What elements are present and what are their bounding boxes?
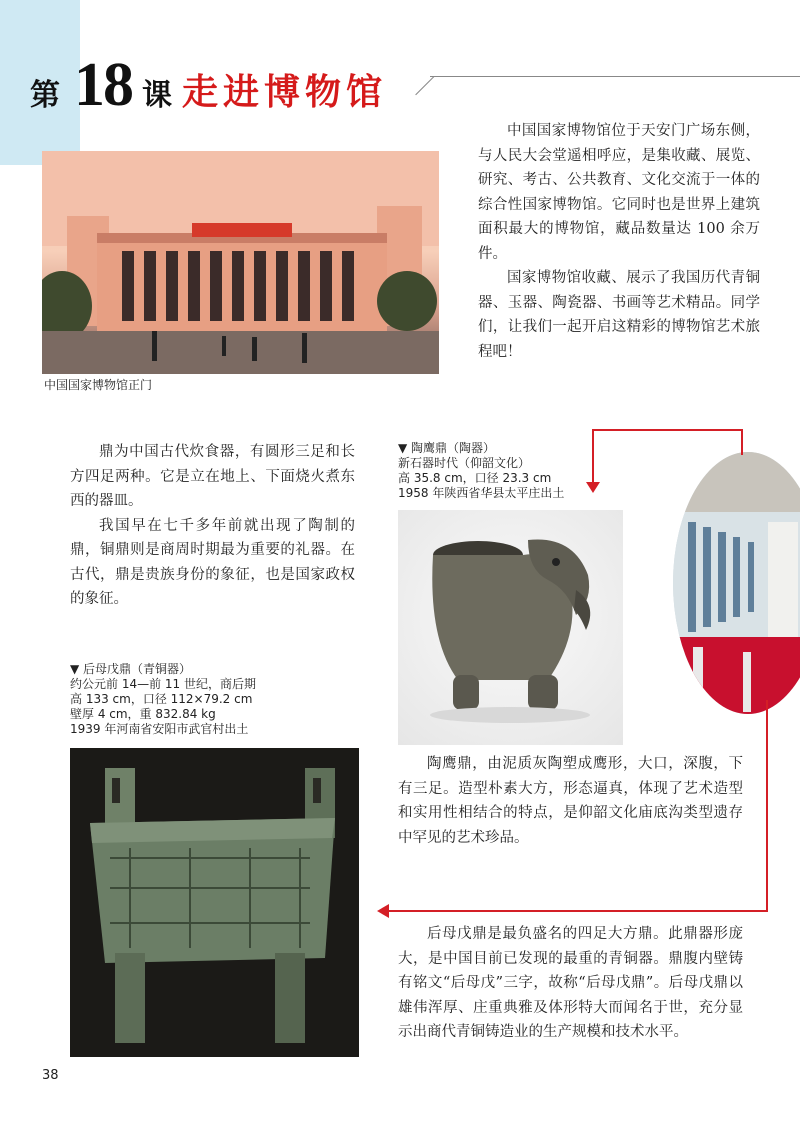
- eagle-caption: [398, 441, 564, 501]
- page-number: 38: [42, 1068, 59, 1083]
- museum-interior-illustration: [673, 452, 800, 714]
- eagle-caption-line-2: 新石器时代（仰韶文化）: [398, 456, 531, 470]
- arrow-down-icon: [586, 482, 600, 494]
- eagle-description: [398, 752, 743, 850]
- connector-line-top: [592, 429, 742, 431]
- eagle-vessel-photo: [398, 510, 623, 745]
- houmu-ding-photo: [70, 748, 359, 1057]
- museum-interior-photo: [673, 452, 800, 714]
- connector-line-right: [766, 700, 768, 912]
- lesson-title: [0, 52, 800, 122]
- eagle-caption-line-1: ▼ 陶鹰鼎（陶器）: [398, 441, 496, 455]
- title-divider-tick: [415, 76, 434, 95]
- houmu-caption-line-2: 约公元前 14—前 11 世纪，商后期: [70, 677, 256, 691]
- title-divider: [430, 76, 800, 77]
- houmu-description-text: 后母戊鼎是最负盛名的四足大方鼎。此鼎器形庞大，是中国目前已发现的最重的青铜器。鼎腹内壁铸有铭文“后母戊”三字，故称“后母戊鼎”。后母戊鼎以雄伟浑厚、庄重典雅及体形特大而闻名于世，充分显示出商代青铜铸造业的生产规模和技术水平。: [398, 926, 743, 1040]
- museum-photo: [42, 151, 439, 374]
- houmu-caption-line-4: 壁厚 4 cm，重 832.84 kg: [70, 707, 216, 721]
- arrow-left-icon: [377, 904, 389, 918]
- eagle-vessel-illustration: [398, 510, 623, 745]
- eagle-description-text: 陶鹰鼎，由泥质灰陶塑成鹰形，大口，深腹，下有三足。造型朴素大方，形态逼真，体现了艺术造型和实用性相结合的特点，是仰韶文化庙底沟类型遗存中罕见的艺术珍品。: [398, 756, 743, 846]
- intro-paragraph-2: 国家博物馆收藏、展示了我国历代青铜器、玉器、陶瓷器、书画等艺术精品。同学们，让我们一起开启这精彩的博物馆艺术旅程吧！: [478, 270, 760, 360]
- museum-illustration: [42, 151, 439, 374]
- lesson-title-text: 走进博物馆: [182, 71, 388, 113]
- connector-line-top-right: [741, 429, 743, 455]
- ding-paragraph-2: 我国早在七千多年前就出现了陶制的鼎，铜鼎则是商周时期最为重要的礼器。在古代，鼎是贵族身份的象征，也是国家政权的象征。: [70, 517, 355, 607]
- ding-paragraph-1: 鼎为中国古代炊食器，有圆形三足和长方四足两种。它是立在地上、下面烧火煮东西的器皿。: [70, 444, 355, 509]
- lesson-prefix: 第: [30, 78, 60, 113]
- lesson-suffix: 课: [142, 78, 172, 113]
- connector-line-down: [592, 429, 594, 484]
- lesson-number: 18: [74, 51, 132, 119]
- eagle-caption-line-3: 高 35.8 cm，口径 23.3 cm: [398, 471, 552, 485]
- houmu-caption-line-5: 1939 年河南省安阳市武官村出土: [70, 722, 249, 736]
- houmu-caption-line-3: 高 133 cm，口径 112×79.2 cm: [70, 692, 253, 706]
- intro-paragraph-1: 中国国家博物馆位于天安门广场东侧，与人民大会堂遥相呼应，是集收藏、展览、研究、考古、公共教育、文化交流于一体的综合性国家博物馆。它同时也是世界上建筑面积最大的博物馆，藏品数量达 100 余万件。: [478, 123, 760, 262]
- connector-line-bottom: [388, 910, 768, 912]
- houmu-caption: [70, 662, 256, 737]
- houmu-description: [398, 922, 743, 1045]
- museum-caption: 中国国家博物馆正门: [44, 378, 153, 392]
- eagle-caption-line-4: 1958 年陕西省华县太平庄出土: [398, 486, 565, 500]
- intro-text: [478, 119, 760, 364]
- houmu-ding-illustration: [70, 748, 359, 1057]
- houmu-caption-line-1: ▼ 后母戊鼎（青铜器）: [70, 662, 192, 676]
- ding-text: [70, 440, 355, 612]
